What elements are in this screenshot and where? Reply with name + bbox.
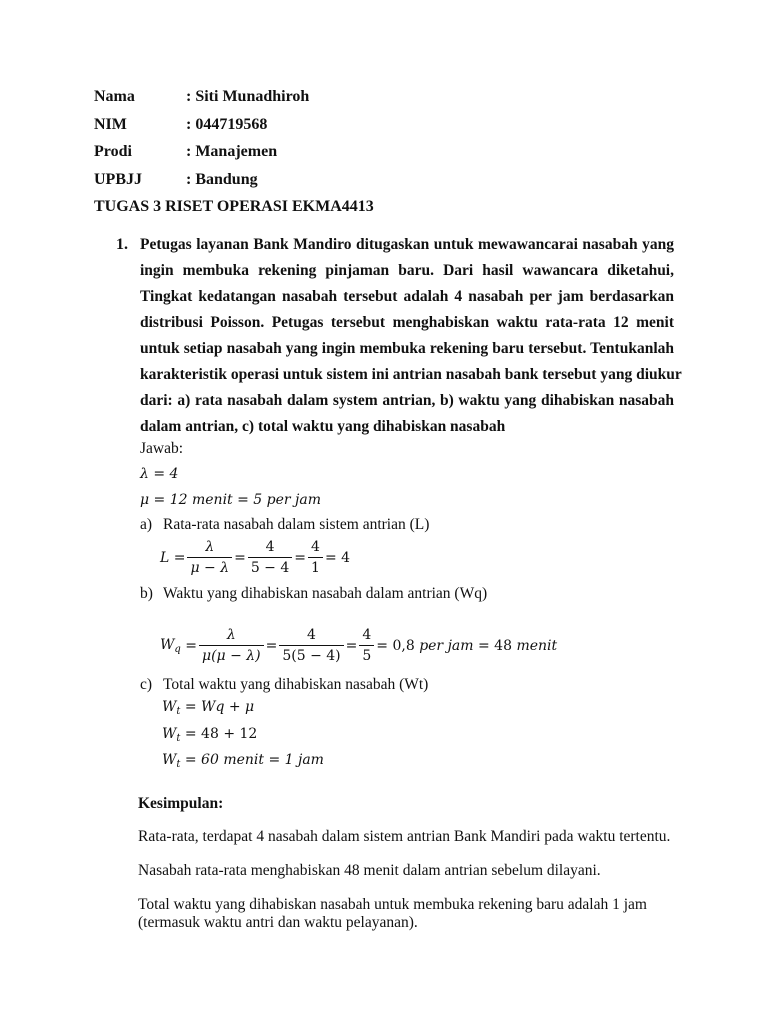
value-nim: : 044719568 xyxy=(186,116,268,133)
formula-wq: $W_q$ = $\frac{\lambda}{\mu(\mu - \lambda)}$ = $\frac{4}{5(5 - 4)}$ = $\frac{4}{5}$ = 0,8 per jam = 48 menit xyxy=(160,627,558,664)
mu-equation: μ = 12 menit = 5 per jam xyxy=(140,492,322,508)
value-nama: : Siti Munadhiroh xyxy=(186,88,310,105)
conclusion-p3-line1: Total waktu yang dihabiskan nasabah untuk membuka rekening baru adalah 1 jam xyxy=(138,896,647,913)
question-line-1: Petugas layanan Bank Mandiro ditugaskan untuk mewawancarai nasabah yang xyxy=(140,236,674,253)
wt-line-1: $W_t = Wq + \mu$ xyxy=(162,699,255,717)
value-upbjj: : Bandung xyxy=(186,171,258,188)
lambda-equation: λ = 4 xyxy=(140,466,179,482)
question-number: 1. xyxy=(116,236,128,253)
conclusion-p3-line2: (termasuk waktu antri dan waktu pelayanan). xyxy=(138,914,418,931)
question-line-7: dari: a) rata nasabah dalam system antrian, b) waktu yang dihabiskan nasabah xyxy=(140,392,674,409)
question-line-5: untuk setiap nasabah yang ingin membuka rekening baru tersebut. Tentukanlah xyxy=(140,340,674,357)
wt-line-3: $W_t = 60$ menit = 1 jam xyxy=(162,752,324,770)
wt-line-2-text: = 48 + 12 xyxy=(184,726,258,742)
label-upbjj: UPBJJ xyxy=(94,171,142,188)
wt-line-3-text: = 60 menit = 1 jam xyxy=(184,752,324,768)
conclusion-p1: Rata-rata, terdapat 4 nasabah dalam sistem antrian Bank Mandiri pada waktu tertentu. xyxy=(138,828,671,845)
item-c-label: c) xyxy=(140,676,153,693)
item-b-label: b) xyxy=(140,585,153,602)
item-c-text: Total waktu yang dihabiskan nasabah (Wt) xyxy=(163,676,429,693)
label-prodi: Prodi xyxy=(94,143,132,160)
question-line-4: distribusi Poisson. Petugas tersebut menghabiskan waktu rata-rata 12 menit xyxy=(140,314,674,331)
wt-line-2: $W_t = 48 + 12$ xyxy=(162,726,258,744)
answer-label: Jawab: xyxy=(140,440,184,457)
label-nim: NIM xyxy=(94,116,127,133)
question-line-8: dalam antrian, c) total waktu yang dihabiskan nasabah xyxy=(140,418,506,435)
document-title: TUGAS 3 RISET OPERASI EKMA4413 xyxy=(94,198,374,215)
conclusion-p2: Nasabah rata-rata menghabiskan 48 menit dalam antrian sebelum dilayani. xyxy=(138,862,601,879)
label-nama: Nama xyxy=(94,88,135,105)
conclusion-title: Kesimpulan: xyxy=(138,795,224,812)
item-a-label: a) xyxy=(140,516,153,533)
formula-l: L = $\frac{\lambda}{\mu - \lambda}$ = $\frac{4}{5 - 4}$ = $\frac{4}{1}$ = 4 xyxy=(160,539,351,576)
question-line-3: Tingkat kedatangan nasabah tersebut adalah 4 nasabah per jam berdasarkan xyxy=(140,288,674,305)
question-line-2: ingin membuka rekening pinjaman baru. Dari hasil wawancara diketahui, xyxy=(140,262,674,279)
item-b-text: Waktu yang dihabiskan nasabah dalam antrian (Wq) xyxy=(163,585,488,602)
question-line-6: karakteristik operasi untuk sistem ini antrian nasabah bank tersebut yang diukur xyxy=(140,366,682,383)
wt-line-1-text: = Wq + μ xyxy=(184,699,255,715)
value-prodi: : Manajemen xyxy=(186,143,278,160)
item-a-text: Rata-rata nasabah dalam sistem antrian (L) xyxy=(163,516,430,533)
